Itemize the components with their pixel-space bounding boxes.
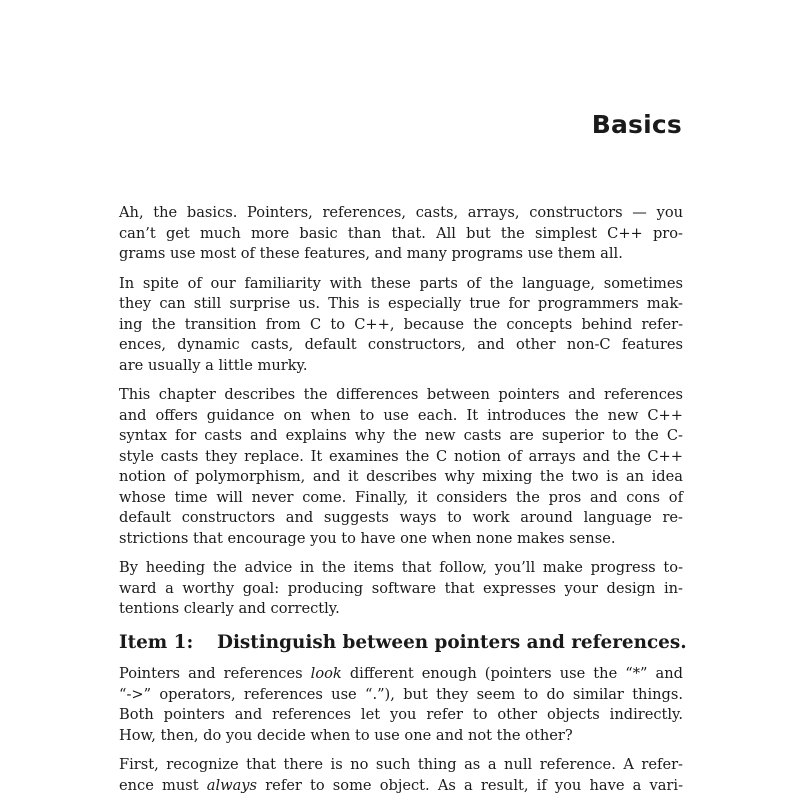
text-line: grams use most of these features, and many programs use them all. — [119, 245, 623, 262]
text-line: First, recognize that there is no such thing as a null reference. A refer- — [119, 756, 683, 773]
intro-text — [119, 203, 683, 629]
intro-paragraph-4 — [119, 558, 683, 620]
item-number: Item 1: — [119, 632, 194, 653]
text-line: This chapter describes the differences between pointers and references — [119, 386, 683, 403]
text-line: By heeding the advice in the items that follow, you’ll make progress to- — [119, 559, 683, 576]
intro-paragraph-1 — [119, 203, 683, 265]
intro-paragraph-3 — [119, 385, 683, 549]
chapter-title: Basics — [591, 110, 682, 139]
text-line: ward a worthy goal: producing software that expresses your design in- — [119, 579, 683, 597]
text-line: style casts they replace. It examines the C notion of arrays and the C++ — [119, 447, 683, 465]
text-line: syntax for casts and explains why the new casts are superior to the C- — [119, 427, 683, 444]
text-line: strictions that encourage you to have one when none makes sense. — [119, 529, 616, 547]
text-line: they can still surprise us. This is especially true for programmers mak- — [119, 295, 683, 312]
item-text — [119, 664, 683, 805]
item-paragraph-1 — [119, 664, 683, 746]
item-heading — [119, 632, 719, 653]
text-line: Ah, the basics. Pointers, references, casts, arrays, constructors — you — [119, 204, 683, 221]
item-title: Distinguish between pointers and references. — [217, 632, 687, 653]
text-line: default constructors and suggests ways to work around language re- — [119, 509, 683, 526]
text-line: and offers guidance on when to use each. It introduces the new C++ — [119, 406, 683, 424]
intro-paragraph-2 — [119, 274, 683, 377]
text-line: How, then, do you decide when to use one and not the other? — [119, 726, 573, 744]
text-line: tentions clearly and correctly. — [119, 600, 340, 617]
text-line: Pointers and references look different enough (pointers use the “*” and — [119, 665, 684, 682]
text-line: ence must always refer to some object. As a result, if you have a vari- — [119, 776, 683, 794]
emphasis: always — [206, 776, 258, 794]
item-paragraph-2 — [119, 755, 683, 796]
emphasis: look — [310, 665, 342, 682]
text-line: notion of polymorphism, and it describes why mixing the two is an idea — [119, 468, 683, 485]
text-line: Both pointers and references let you refer to other objects indirectly. — [119, 706, 683, 723]
text-line: are usually a little murky. — [119, 356, 308, 374]
text-line: “->” operators, references use “.”), but they seem to do similar things. — [119, 685, 683, 703]
text-line: In spite of our familiarity with these parts of the language, sometimes — [119, 274, 683, 292]
text-line: ences, dynamic casts, default constructors, and other non-C features — [119, 336, 683, 353]
text-line: ing the transition from C to C++, because the concepts behind refer- — [119, 315, 683, 333]
text-line: can’t get much more basic than that. All but the simplest C++ pro- — [119, 224, 683, 242]
text-line: whose time will never come. Finally, it considers the pros and cons of — [119, 488, 683, 506]
